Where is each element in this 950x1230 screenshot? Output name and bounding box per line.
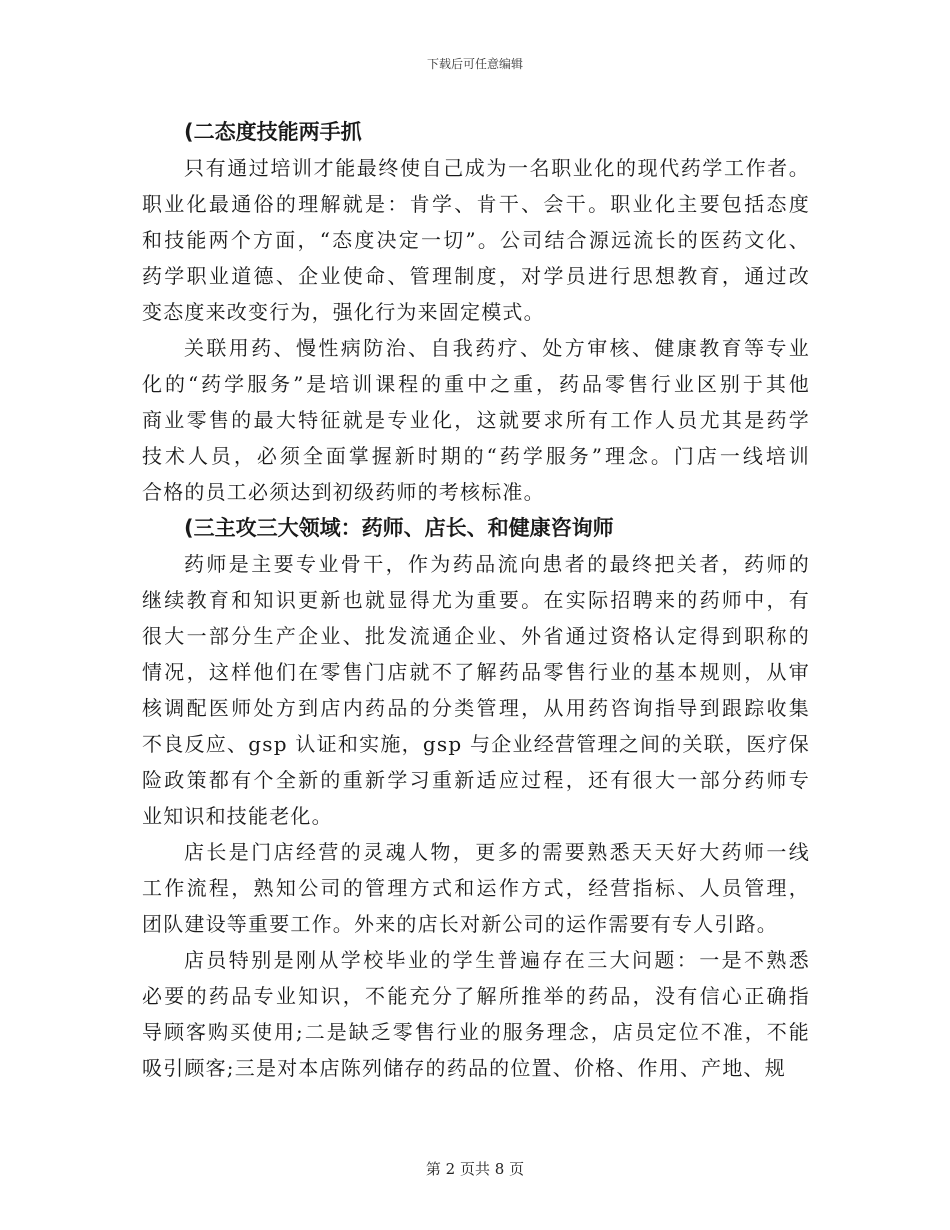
paragraph <box>142 330 810 510</box>
text-line: 合格的员工必须达到初级药师的考核标准。 <box>142 480 545 504</box>
page-footer: 第 2 页共 8 页 <box>425 1160 525 1178</box>
section-heading: (三主攻三大领域：药师、店长、和健康咨询师 <box>184 516 614 540</box>
text-line: 关联用药、慢性病防治、自我药疗、处方审核、健康教育等专业 <box>184 336 810 360</box>
text-line: 核调配医师处方到店内药品的分类管理，从用药咨询指导到跟踪收集 <box>142 696 810 720</box>
text-line: 情况，这样他们在零售门店就不了解药品零售行业的基本规则，从审 <box>142 660 810 684</box>
text-line: 只有通过培训才能最终使自己成为一名职业化的现代药学工作者。 <box>184 156 810 180</box>
text-line: 化的“药学服务”是培训课程的重中之重，药品零售行业区别于其他 <box>142 372 810 396</box>
text-line: 和技能两个方面，“态度决定一切”。公司结合源远流长的医药文化、 <box>142 228 810 252</box>
text-line: 药师是主要专业骨干，作为药品流向患者的最终把关者，药师的 <box>184 552 810 576</box>
text-line: 不良反应、gsp 认证和实施，gsp 与企业经营管理之间的关联，医疗保 <box>142 732 810 756</box>
text-line: 技术人员，必须全面掌握新时期的“药学服务”理念。门店一线培训 <box>142 444 810 468</box>
section-heading: (二态度技能两手抓 <box>184 120 362 144</box>
text-line: 职业化最通俗的理解就是：肯学、肯干、会干。职业化主要包括态度 <box>142 192 810 216</box>
text-line: 很大一部分生产企业、批发流通企业、外省通过资格认定得到职称的 <box>142 624 810 648</box>
text-line: 继续教育和知识更新也就显得尤为重要。在实际招聘来的药师中，有 <box>142 588 810 612</box>
text-line: 药学职业道德、企业使命、管理制度，对学员进行思想教育，通过改 <box>142 264 810 288</box>
header-note: 下载后可任意编辑 <box>426 57 523 71</box>
text-line: 工作流程，熟知公司的管理方式和运作方式，经营指标、人员管理， <box>142 876 810 900</box>
text-line: 导顾客购买使用;二是缺乏零售行业的服务理念，店员定位不准，不能 <box>142 1020 810 1044</box>
text-line: 店长是门店经营的灵魂人物，更多的需要熟悉天天好大药师一线 <box>184 840 810 864</box>
text-line: 必要的药品专业知识，不能充分了解所推举的药品，没有信心正确指 <box>142 984 810 1008</box>
text-line: 店员特别是刚从学校毕业的学生普遍存在三大问题：一是不熟悉 <box>184 948 810 972</box>
paragraph <box>142 150 810 330</box>
text-line: 团队建设等重要工作。外来的店长对新公司的运作需要有专人引路。 <box>142 912 778 936</box>
text-line: 吸引顾客;三是对本店陈列储存的药品的位置、价格、作用、产地、规 <box>142 1056 786 1080</box>
document-body <box>142 114 810 1086</box>
paragraph <box>142 942 810 1086</box>
text-line: 变态度来改变行为，强化行为来固定模式。 <box>142 300 545 324</box>
text-line: 商业零售的最大特征就是专业化，这就要求所有工作人员尤其是药学 <box>142 408 810 432</box>
text-line: 业知识和技能老化。 <box>142 804 333 828</box>
text-line: 险政策都有个全新的重新学习重新适应过程，还有很大一部分药师专 <box>142 768 810 792</box>
paragraph <box>142 834 810 942</box>
paragraph <box>142 546 810 834</box>
